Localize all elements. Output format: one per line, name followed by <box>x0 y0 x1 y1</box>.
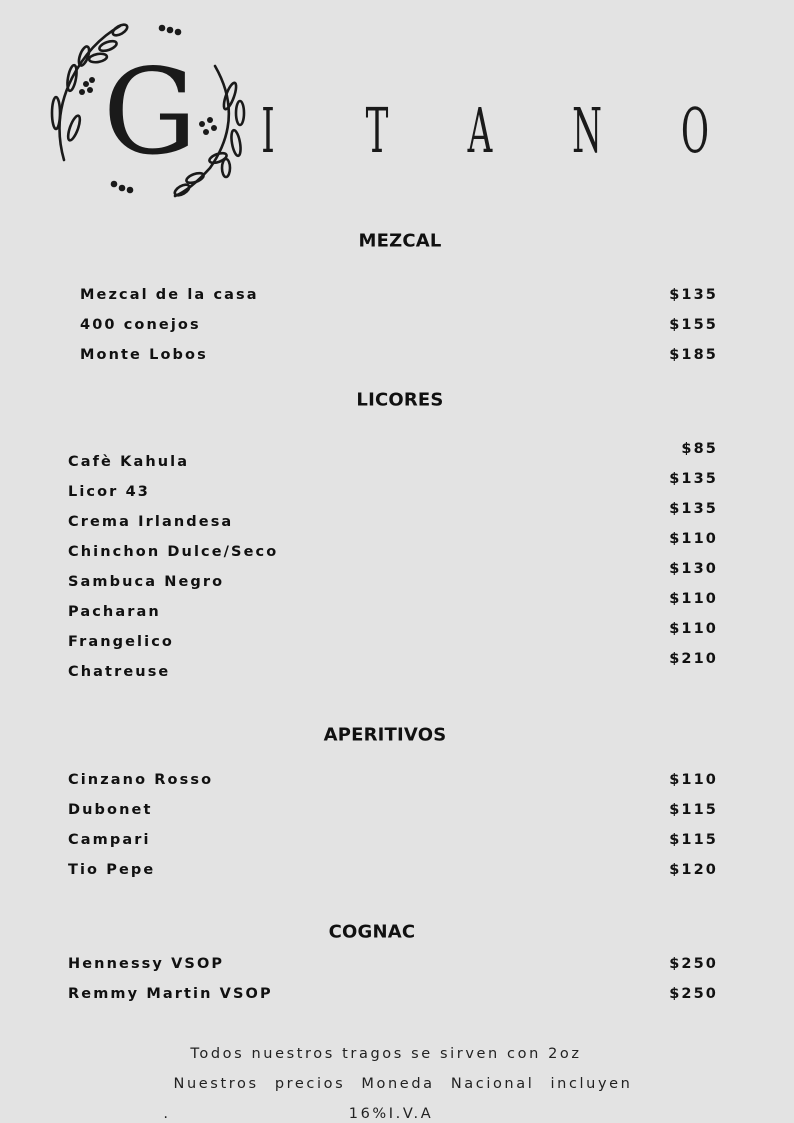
menu-item-price: $130 <box>669 561 718 577</box>
menu-item-price: $110 <box>669 621 718 637</box>
menu-item-name: Chatreuse <box>68 664 171 680</box>
menu-item-price: $250 <box>669 956 718 972</box>
footer-serving-note: Todos nuestros tragos se sirven con 2oz <box>190 1046 582 1062</box>
menu-item-name: Frangelico <box>68 634 174 650</box>
menu-item-name: 400 conejos <box>80 317 201 333</box>
menu-item-price: $185 <box>669 347 718 363</box>
brand-letter: O <box>681 94 709 167</box>
footer-iva-note: 16%I.V.A <box>348 1106 434 1122</box>
menu-item-price: $110 <box>669 531 718 547</box>
menu-item-price: $115 <box>669 832 718 848</box>
footer-price-note: Nuestros precios Moneda Nacional incluyen <box>173 1076 633 1092</box>
section-heading: MEZCAL <box>358 230 442 252</box>
menu-item-price: $155 <box>669 317 718 333</box>
menu-item-name: Monte Lobos <box>80 347 208 363</box>
menu-item-name: Sambuca Negro <box>68 574 225 590</box>
menu-item-name: Tio Pepe <box>68 862 156 878</box>
menu-item-price: $115 <box>669 802 718 818</box>
menu-item-price: $120 <box>669 862 718 878</box>
menu-item-name: Cinzano Rosso <box>68 772 214 788</box>
menu-item-name: Campari <box>68 832 151 848</box>
menu-item-name: Cafè Kahula <box>68 454 190 470</box>
brand-letter: A <box>467 94 493 167</box>
brand-letter: I <box>261 94 275 167</box>
menu-item-price: $135 <box>669 471 718 487</box>
menu-item-name: Chinchon Dulce/Seco <box>68 544 279 560</box>
menu-item-price: $210 <box>669 651 718 667</box>
brand-letter: N <box>572 94 602 167</box>
section-heading: LICORES <box>356 389 444 411</box>
menu-item-name: Hennessy VSOP <box>68 956 225 972</box>
menu-item-price: $250 <box>669 986 718 1002</box>
brand-letter: T <box>365 94 389 167</box>
section-heading: COGNAC <box>328 921 416 943</box>
menu-item-name: Mezcal de la casa <box>80 287 259 303</box>
laurel-wreath-icon <box>50 18 730 203</box>
menu-item-name: Pacharan <box>68 604 161 620</box>
menu-item-price: $110 <box>669 772 718 788</box>
menu-item-price: $135 <box>669 501 718 517</box>
menu-item-name: Licor 43 <box>68 484 150 500</box>
menu-item-price: $135 <box>669 287 718 303</box>
menu-item-price: $85 <box>681 441 718 457</box>
brand-initial: G <box>102 43 198 181</box>
logo <box>50 18 730 207</box>
menu-item-price: $110 <box>669 591 718 607</box>
menu-item-name: Remmy Martin VSOP <box>68 986 273 1002</box>
section-heading: APERITIVOS <box>323 724 447 746</box>
menu-item-name: Crema Irlandesa <box>68 514 234 530</box>
menu-item-name: Dubonet <box>68 802 153 818</box>
footer-dot: . <box>163 1106 171 1122</box>
